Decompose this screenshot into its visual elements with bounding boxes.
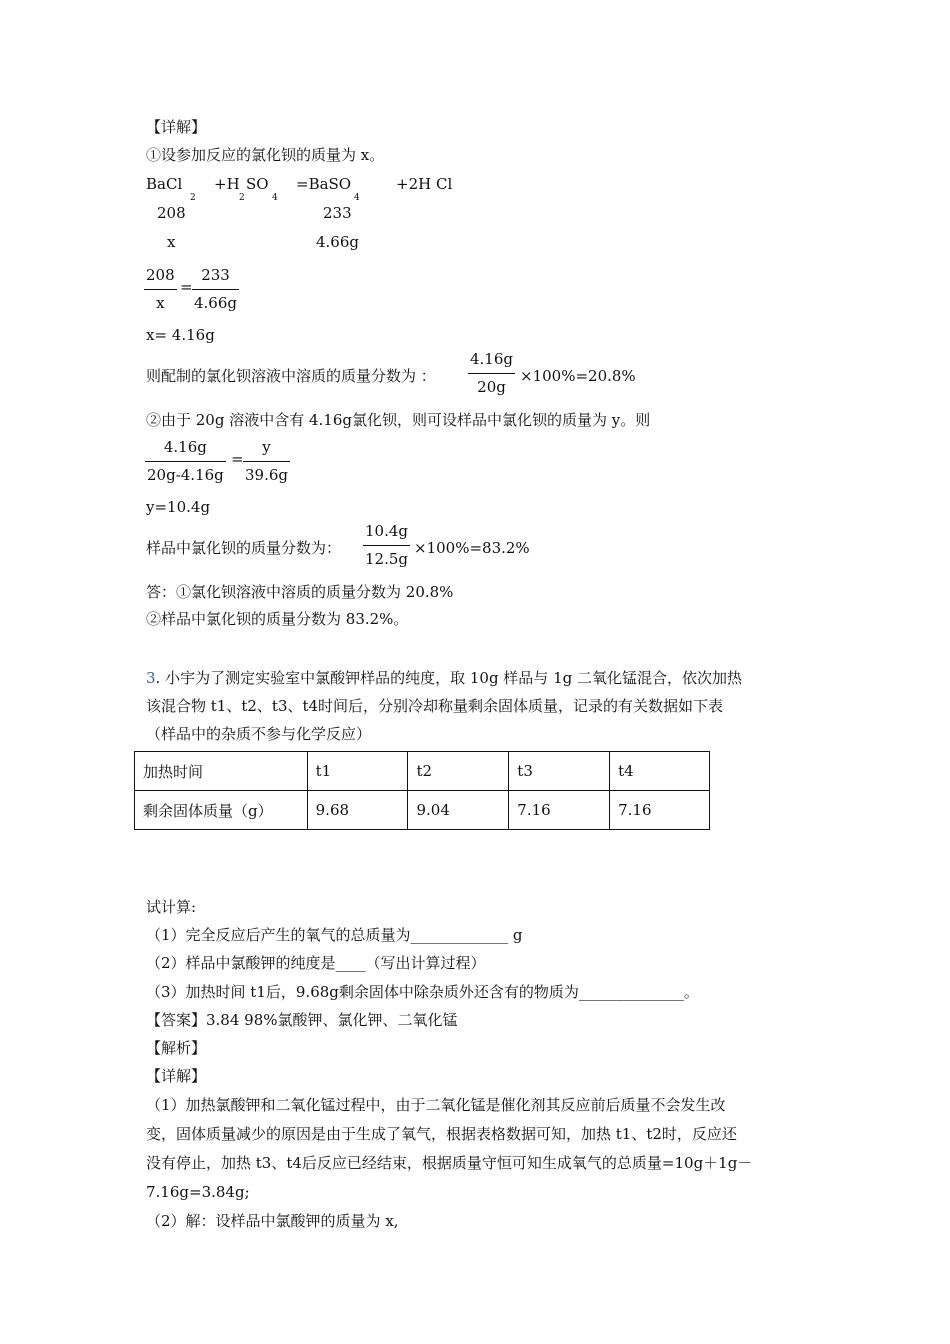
table-cell: t3	[509, 752, 610, 791]
prop2-left-fraction	[145, 440, 226, 483]
solution-p4: 7.16g=3.84g;	[146, 1183, 250, 1201]
solution-p1: （1）加热氯酸钾和二氧化锰过程中，由于二氧化锰是催化剂其反应前后质量不会发生改	[146, 1096, 726, 1114]
data-table	[134, 751, 710, 830]
table-cell: 9.04	[408, 791, 509, 830]
conc-num: 4.16g	[470, 350, 514, 368]
solution-p3: 没有停止，加热 t3、t4后反应已经结束，根据质量守恒可知生成氧气的总质量=10g＋1g－	[146, 1154, 753, 1172]
conc-den: 20g	[477, 378, 506, 396]
prop1-n1: 208	[146, 266, 175, 284]
eq-bacl-sub: 2	[190, 193, 196, 203]
concentration-tail: ×100%=20.8%	[520, 367, 636, 385]
solution-p2: 变，固体质量减少的原因是由于生成了氧气，根据表格数据可知，加热 t1、t2时，反应还	[146, 1125, 737, 1143]
sub-question-3: （3）加热时间 t1后，9.68g剩余固体中除杂质外还含有的物质为______________。	[146, 983, 699, 1001]
eq-baso: =BaSO	[296, 175, 352, 193]
prop1-d2: 4.66g	[194, 294, 238, 312]
prop2-right-fraction	[243, 440, 290, 483]
table-cell: 7.16	[610, 791, 710, 830]
answer-line: 【答案】3.84 98%氯酸钾、氯化钾、二氧化锰	[146, 1011, 458, 1029]
eq-so-sub: 4	[272, 193, 278, 203]
prop2-d2: 39.6g	[245, 466, 289, 484]
concentration-fraction	[468, 352, 515, 395]
step2-text: ②由于 20g 溶液中含有 4.16g氯化钡，则可设样品中氯化钡的质量为 y。则	[146, 411, 651, 429]
answer-2: ②样品中氯化钡的质量分数为 83.2%。	[146, 610, 409, 628]
x-result: x= 4.16g	[146, 326, 215, 344]
prop1-d1: x	[156, 294, 165, 312]
sample-den: 12.5g	[365, 550, 409, 568]
detail-heading-2: 【详解】	[146, 1067, 207, 1085]
step1-intro: ①设参加反应的氯化钡的质量为 x。	[146, 146, 385, 164]
prop2-n2: y	[262, 438, 271, 456]
table-cell: 剩余固体质量（g）	[135, 791, 308, 830]
try-calc: 试计算:	[146, 898, 197, 916]
concentration-label: 则配制的氯化钡溶液中溶质的质量分数为 ：	[146, 367, 436, 385]
q3-line2: 该混合物 t1、t2、t3、t4时间后，分别冷却称量剩余固体质量，记录的有关数据如下表	[146, 697, 724, 715]
prop1-equals: =	[180, 278, 193, 296]
detail-heading: 【详解】	[146, 118, 207, 136]
eq-h-sub: 2	[239, 193, 245, 203]
table-cell: 7.16	[509, 791, 610, 830]
sub-question-2: （2）样品中氯酸钾的纯度是____（写出计算过程）	[146, 954, 486, 972]
q3-line1-text: . 小宇为了测定实验室中氯酸钾样品的纯度，取 10g 样品与 1g 二氧化锰混合，依次加热	[155, 669, 742, 687]
sample-tail: ×100%=83.2%	[414, 539, 530, 557]
analysis-heading: 【解析】	[146, 1039, 207, 1057]
table-cell: t2	[408, 752, 509, 791]
table-cell: t4	[610, 752, 710, 791]
eq-var-x: x	[167, 233, 176, 251]
sample-num: 10.4g	[365, 522, 409, 540]
table-row	[135, 752, 710, 791]
prop2-n1: 4.16g	[163, 438, 207, 456]
eq-plus-h: +H	[214, 175, 240, 193]
table-cell: 加热时间	[135, 752, 308, 791]
eq-mass-233: 233	[323, 204, 352, 222]
prop1-n2: 233	[201, 266, 230, 284]
table-row	[135, 791, 710, 830]
sample-label: 样品中氯化钡的质量分数为：	[146, 539, 342, 557]
prop1-left-fraction	[144, 268, 177, 311]
sample-fraction	[363, 524, 410, 567]
q3-line3: （样品中的杂质不参与化学反应）	[146, 725, 372, 743]
prop2-d1: 20g-4.16g	[147, 466, 224, 484]
prop1-right-fraction	[192, 268, 239, 311]
q3-line1	[146, 671, 742, 686]
table-cell: t1	[307, 752, 408, 791]
solution-p5: （2）解：设样品中氯酸钾的质量为 x,	[146, 1212, 399, 1230]
eq-so: SO	[246, 175, 269, 193]
prop2-equals: =	[231, 450, 244, 468]
eq-var-466: 4.66g	[316, 233, 360, 251]
eq-bacl: BaCl	[146, 175, 183, 193]
table-cell: 9.68	[307, 791, 408, 830]
y-result: y=10.4g	[146, 498, 211, 516]
eq-mass-208: 208	[157, 204, 186, 222]
eq-baso-sub: 4	[354, 193, 360, 203]
answer-1: 答：①氯化钡溶液中溶质的质量分数为 20.8%	[146, 583, 454, 601]
sub-question-1: （1）完全反应后产生的氧气的总质量为_____________ g	[146, 926, 523, 944]
eq-plus-hcl: +2H Cl	[396, 175, 453, 193]
q3-number: 3	[146, 669, 156, 687]
